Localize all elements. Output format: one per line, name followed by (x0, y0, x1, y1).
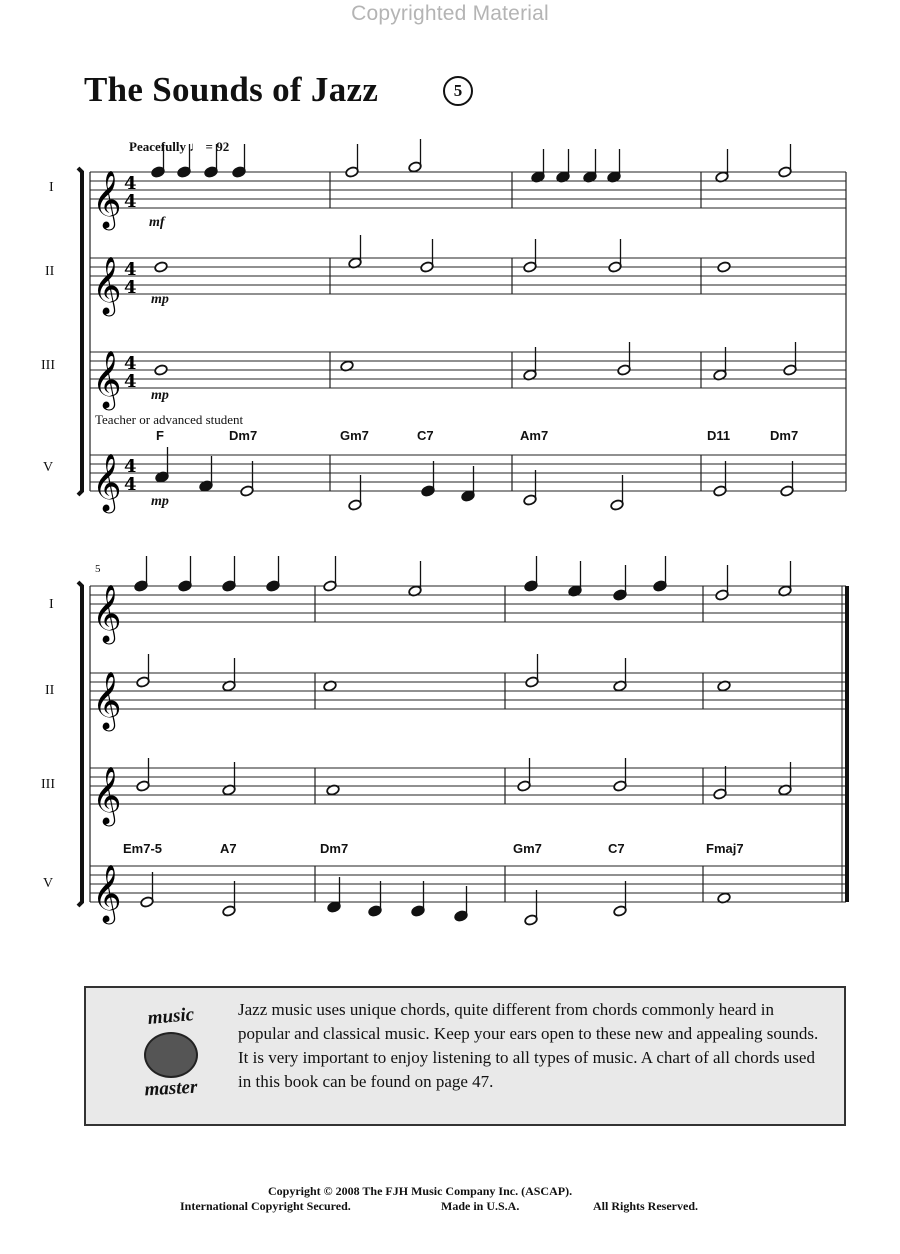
chord-symbol: Dm7 (229, 428, 258, 443)
treble-clef-icon: 𝄞 (92, 453, 122, 511)
time-signature: 4 (124, 173, 137, 194)
part-label-3: III (41, 358, 55, 373)
chord-symbol: Gm7 (513, 841, 542, 856)
logo-text-top: music (146, 1004, 196, 1029)
chord-symbol: D11 (707, 428, 731, 443)
copyright-watermark: Copyrighted Material (351, 2, 549, 25)
note-head (154, 364, 168, 376)
rights-reserved: All Rights Reserved. (593, 1199, 698, 1213)
time-signature: 4 (124, 191, 137, 212)
tempo-marking: Peacefully ♩ = 92 (129, 139, 230, 154)
music-master-logo (116, 1006, 226, 1106)
part-label-2: II (45, 683, 55, 698)
time-signature: 4 (124, 456, 137, 477)
chord-symbol: Fmaj7 (706, 841, 744, 856)
time-signature: 4 (124, 277, 137, 298)
dynamic-marking: mp (151, 494, 169, 509)
measure-number: 5 (95, 563, 101, 575)
logo-text-bottom: master (144, 1076, 198, 1101)
part-label-1: I (49, 597, 54, 612)
made-in: Made in U.S.A. (441, 1199, 520, 1213)
part-label-3: III (41, 777, 55, 792)
globe-icon (144, 1032, 198, 1078)
treble-clef-icon: 𝄞 (92, 256, 122, 314)
chord-symbol: F (156, 428, 164, 443)
info-box (84, 986, 846, 1126)
chord-symbol: Am7 (520, 428, 549, 443)
note-head (154, 261, 168, 273)
part-label-5: V (43, 460, 54, 475)
dynamic-marking: mp (151, 388, 169, 403)
chord-symbol: Dm7 (770, 428, 799, 443)
part-label-2: II (45, 264, 55, 279)
system-bracket (78, 168, 82, 495)
piece-number-badge: 5 (443, 76, 473, 106)
dynamic-marking: mf (149, 215, 165, 230)
time-signature: 4 (124, 259, 137, 280)
system-bracket (78, 582, 82, 906)
time-signature: 4 (124, 371, 137, 392)
time-signature: 4 (124, 353, 137, 374)
time-signature: 4 (124, 474, 137, 495)
part-label-1: I (49, 180, 54, 195)
chord-symbol: C7 (608, 841, 625, 856)
part-label-5: V (43, 876, 54, 891)
treble-clef-icon: 𝄞 (92, 766, 122, 824)
treble-clef-icon: 𝄞 (92, 350, 122, 408)
chord-symbol: C7 (417, 428, 434, 443)
treble-clef-icon: 𝄞 (92, 584, 122, 642)
chord-symbol: A7 (220, 841, 237, 856)
treble-clef-icon: 𝄞 (92, 864, 122, 922)
note-head (717, 261, 731, 273)
info-text: Jazz music uses unique chords, quite different from chords commonly heard in popular and classical music. Keep your ears open to these new and appealing sounds. It is very important to enjoy listening to all types of music. A chart of all chords used in this book can be found on page 47. (238, 1000, 819, 1091)
copyright-secured: International Copyright Secured. (180, 1199, 351, 1213)
treble-clef-icon: 𝄞 (92, 170, 122, 228)
chord-symbol: Em7-5 (123, 841, 163, 856)
copyright-line: Copyright © 2008 The FJH Music Company Inc. (ASCAP). (268, 1184, 573, 1198)
teacher-note: Teacher or advanced student (95, 412, 244, 427)
chord-symbol: Dm7 (320, 841, 349, 856)
treble-clef-icon: 𝄞 (92, 671, 122, 729)
page-title: The Sounds of Jazz (84, 70, 379, 109)
chord-symbol: Gm7 (340, 428, 369, 443)
dynamic-marking: mp (151, 292, 169, 307)
